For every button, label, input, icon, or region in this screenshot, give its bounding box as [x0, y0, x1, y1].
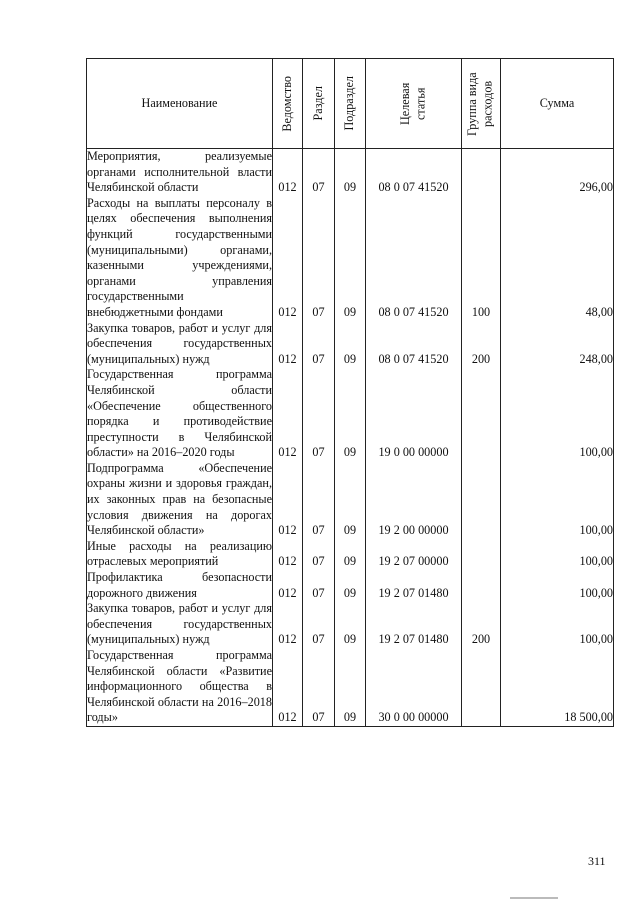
row-expense-group [462, 570, 501, 601]
header-section [303, 59, 335, 149]
row-target-article: 30 0 00 00000 [366, 648, 462, 726]
row-subsection: 09 [335, 461, 366, 539]
table-row [87, 601, 614, 648]
header-subsection-label: Подраздел [342, 76, 357, 131]
row-amount: 296,00 [501, 149, 614, 196]
header-target-article-label: Целевая статья [397, 82, 428, 125]
row-expense-group: 100 [462, 196, 501, 321]
row-expense-group [462, 367, 501, 461]
row-department: 012 [273, 149, 303, 196]
row-department: 012 [273, 601, 303, 648]
row-expense-group [462, 461, 501, 539]
row-department: 012 [273, 461, 303, 539]
row-amount: 48,00 [501, 196, 614, 321]
row-department: 012 [273, 321, 303, 368]
row-section: 07 [303, 321, 335, 368]
row-amount: 248,00 [501, 321, 614, 368]
row-section: 07 [303, 539, 335, 570]
header-expense-group [462, 59, 501, 149]
row-section: 07 [303, 149, 335, 196]
row-section: 07 [303, 648, 335, 726]
row-name: Государственная программа Челябинской области «Развитие информационного общества в Челябинской области на 2016–2018 годы» [87, 648, 272, 725]
table-row [87, 648, 614, 726]
row-name: Закупка товаров, работ и услуг для обеспечения государственных (муниципальных) нужд [87, 320, 272, 366]
table-row [87, 321, 614, 368]
header-department [273, 59, 303, 149]
row-amount: 100,00 [501, 461, 614, 539]
header-subsection [335, 59, 366, 149]
row-expense-group [462, 648, 501, 726]
header-amount: Сумма [501, 59, 614, 149]
row-target-article: 19 2 07 01480 [366, 601, 462, 648]
row-name: Закупка товаров, работ и услуг для обеспечения государственных (муниципальных) нужд [87, 601, 272, 647]
row-target-article: 08 0 07 41520 [366, 196, 462, 321]
table-row [87, 570, 614, 601]
row-subsection: 09 [335, 539, 366, 570]
table-row [87, 367, 614, 461]
row-name: Подпрограмма «Обеспечение охраны жизни и здоровья граждан, их законных прав на безопасные условия движения на дорогах Челябинской области» [87, 460, 272, 538]
header-name: Наименование [87, 59, 273, 149]
row-subsection: 09 [335, 648, 366, 726]
row-name: Расходы на выплаты персоналу в целях обеспечения выполнения функций государственными (муниципальными) органами, казенными учреждениями, органами управления государственными внебюджетными фондами [87, 195, 272, 319]
row-section: 07 [303, 570, 335, 601]
row-target-article: 08 0 07 41520 [366, 149, 462, 196]
row-name: Мероприятия, реализуемые органами исполнительной власти Челябинской области [87, 149, 272, 195]
row-department: 012 [273, 648, 303, 726]
header-section-label: Раздел [310, 86, 325, 121]
row-expense-group: 200 [462, 601, 501, 648]
table-row [87, 149, 614, 196]
row-name: Иные расходы на реализацию отраслевых мероприятий [87, 538, 272, 569]
row-amount: 100,00 [501, 539, 614, 570]
row-subsection: 09 [335, 367, 366, 461]
row-subsection: 09 [335, 570, 366, 601]
row-department: 012 [273, 539, 303, 570]
row-subsection: 09 [335, 149, 366, 196]
row-expense-group: 200 [462, 321, 501, 368]
row-name: Государственная программа Челябинской области «Обеспечение общественного порядка и противодействие преступности в Челябинской области» на 2016–2020 годы [87, 367, 272, 460]
row-amount: 18 500,00 [501, 648, 614, 726]
row-section: 07 [303, 367, 335, 461]
row-target-article: 19 2 00 00000 [366, 461, 462, 539]
row-subsection: 09 [335, 601, 366, 648]
row-target-article: 19 0 00 00000 [366, 367, 462, 461]
row-section: 07 [303, 196, 335, 321]
table-row [87, 539, 614, 570]
row-target-article: 19 2 07 00000 [366, 539, 462, 570]
row-subsection: 09 [335, 196, 366, 321]
scan-artifact [510, 897, 558, 899]
row-amount: 100,00 [501, 570, 614, 601]
row-section: 07 [303, 601, 335, 648]
row-name: Профилактика безопасности дорожного движения [87, 570, 272, 600]
row-section: 07 [303, 461, 335, 539]
row-expense-group [462, 539, 501, 570]
page-number: 311 [588, 854, 606, 868]
header-expense-group-label: Группа вида расходов [465, 71, 495, 136]
row-expense-group [462, 149, 501, 196]
row-department: 012 [273, 570, 303, 601]
table-row [87, 196, 614, 321]
row-department: 012 [273, 367, 303, 461]
row-amount: 100,00 [501, 367, 614, 461]
row-department: 012 [273, 196, 303, 321]
table-row [87, 461, 614, 539]
header-department-label: Ведомство [279, 75, 294, 132]
row-amount: 100,00 [501, 601, 614, 648]
row-target-article: 19 2 07 01480 [366, 570, 462, 601]
header-target-article [366, 59, 462, 149]
row-target-article: 08 0 07 41520 [366, 321, 462, 368]
table-header-row [87, 59, 614, 149]
row-subsection: 09 [335, 321, 366, 368]
budget-table [86, 58, 614, 727]
